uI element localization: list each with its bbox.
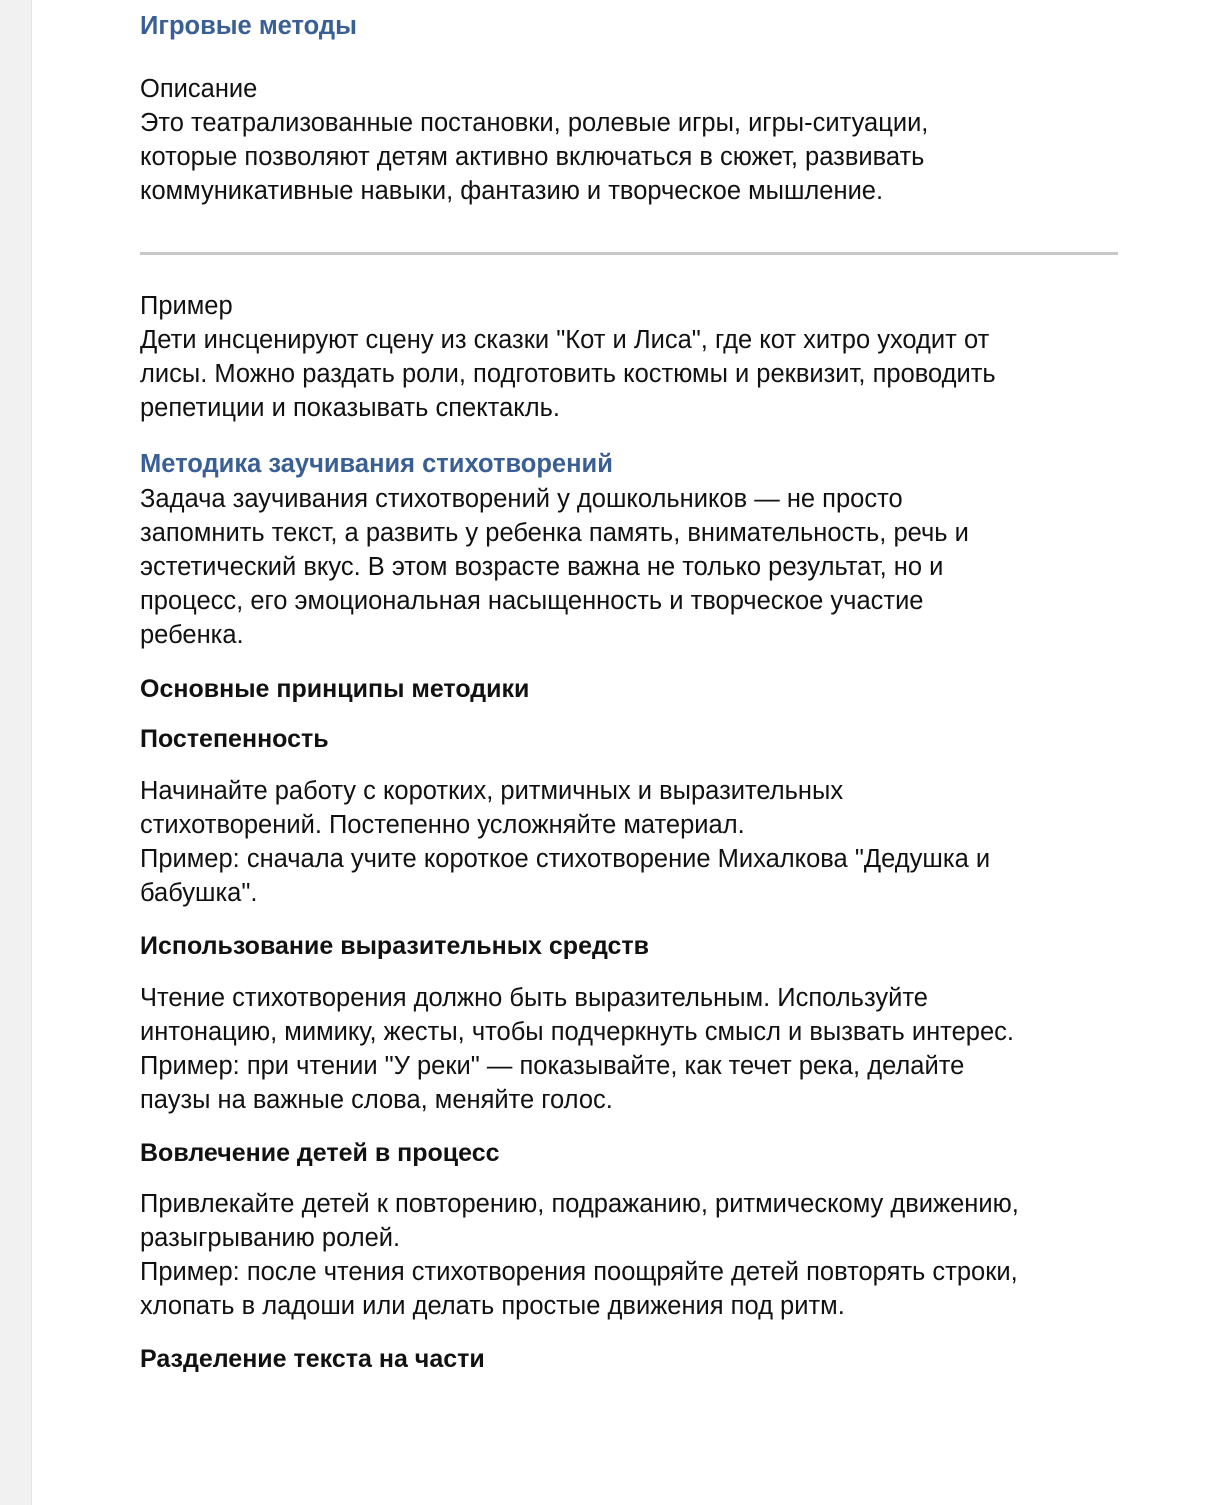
description-line: коммуникативные навыки, фантазию и творческое мышление. <box>140 177 884 205</box>
principle-line: интонацию, мимику, жесты, чтобы подчеркнуть смысл и вызвать интерес. <box>140 1018 1014 1046</box>
game-methods-title: Игровые методы <box>140 12 357 40</box>
principle-text-expressive-means <box>140 981 1014 1117</box>
principle-heading-gradualness: Постепенность <box>140 725 329 753</box>
description-line: которые позволяют детям активно включаться в сюжет, развивать <box>140 143 925 171</box>
principle-line: разыгрыванию ролей. <box>140 1224 401 1252</box>
section-divider <box>140 252 1118 255</box>
principle-line: стихотворений. Постепенно усложняйте материал. <box>140 811 745 839</box>
example-line: репетиции и показывать спектакль. <box>140 394 560 422</box>
principle-text-involvement <box>140 1187 1019 1323</box>
principle-text-gradualness <box>140 774 990 910</box>
principle-line: хлопать в ладоши или делать простые движения под ритм. <box>140 1292 845 1320</box>
principle-heading-involvement: Вовлечение детей в процесс <box>140 1139 500 1167</box>
principle-line: паузы на важные слова, меняйте голос. <box>140 1086 613 1114</box>
game-methods-description <box>140 72 928 208</box>
poem-method-title: Методика заучивания стихотворений <box>140 450 613 478</box>
intro-line: процесс, его эмоциональная насыщенность и творческое участие <box>140 587 924 615</box>
description-line: Это театрализованные постановки, ролевые игры, игры-ситуации, <box>140 109 929 137</box>
intro-line: ребенка. <box>140 621 244 649</box>
principle-line: Привлекайте детей к повторению, подражанию, ритмическому движению, <box>140 1190 1019 1218</box>
poem-method-intro <box>140 482 969 652</box>
example-line: лисы. Можно раздать роли, подготовить костюмы и реквизит, проводить <box>140 360 996 388</box>
principle-heading-text-division: Разделение текста на части <box>140 1345 485 1373</box>
description-label: Описание <box>140 75 258 103</box>
principle-line: бабушка". <box>140 879 258 907</box>
example-line: Дети инсценируют сцену из сказки "Кот и Лиса", где кот хитро уходит от <box>140 326 990 354</box>
left-margin-gutter <box>0 0 32 1505</box>
principle-line: Начинайте работу с коротких, ритмичных и выразительных <box>140 777 844 805</box>
principles-heading: Основные принципы методики <box>140 675 530 703</box>
example-label: Пример <box>140 292 233 320</box>
game-methods-example <box>140 289 996 425</box>
principle-line: Пример: при чтении "У реки" — показывайте, как течет река, делайте <box>140 1052 965 1080</box>
intro-line: эстетический вкус. В этом возрасте важна не только результат, но и <box>140 553 944 581</box>
principle-heading-expressive-means: Использование выразительных средств <box>140 932 650 960</box>
principle-line: Пример: после чтения стихотворения поощряйте детей повторять строки, <box>140 1258 1018 1286</box>
principle-line: Чтение стихотворения должно быть выразительным. Используйте <box>140 984 928 1012</box>
intro-line: запомнить текст, а развить у ребенка память, внимательность, речь и <box>140 519 969 547</box>
intro-line: Задача заучивания стихотворений у дошкольников — не просто <box>140 485 903 513</box>
principle-line: Пример: сначала учите короткое стихотворение Михалкова "Дедушка и <box>140 845 991 873</box>
